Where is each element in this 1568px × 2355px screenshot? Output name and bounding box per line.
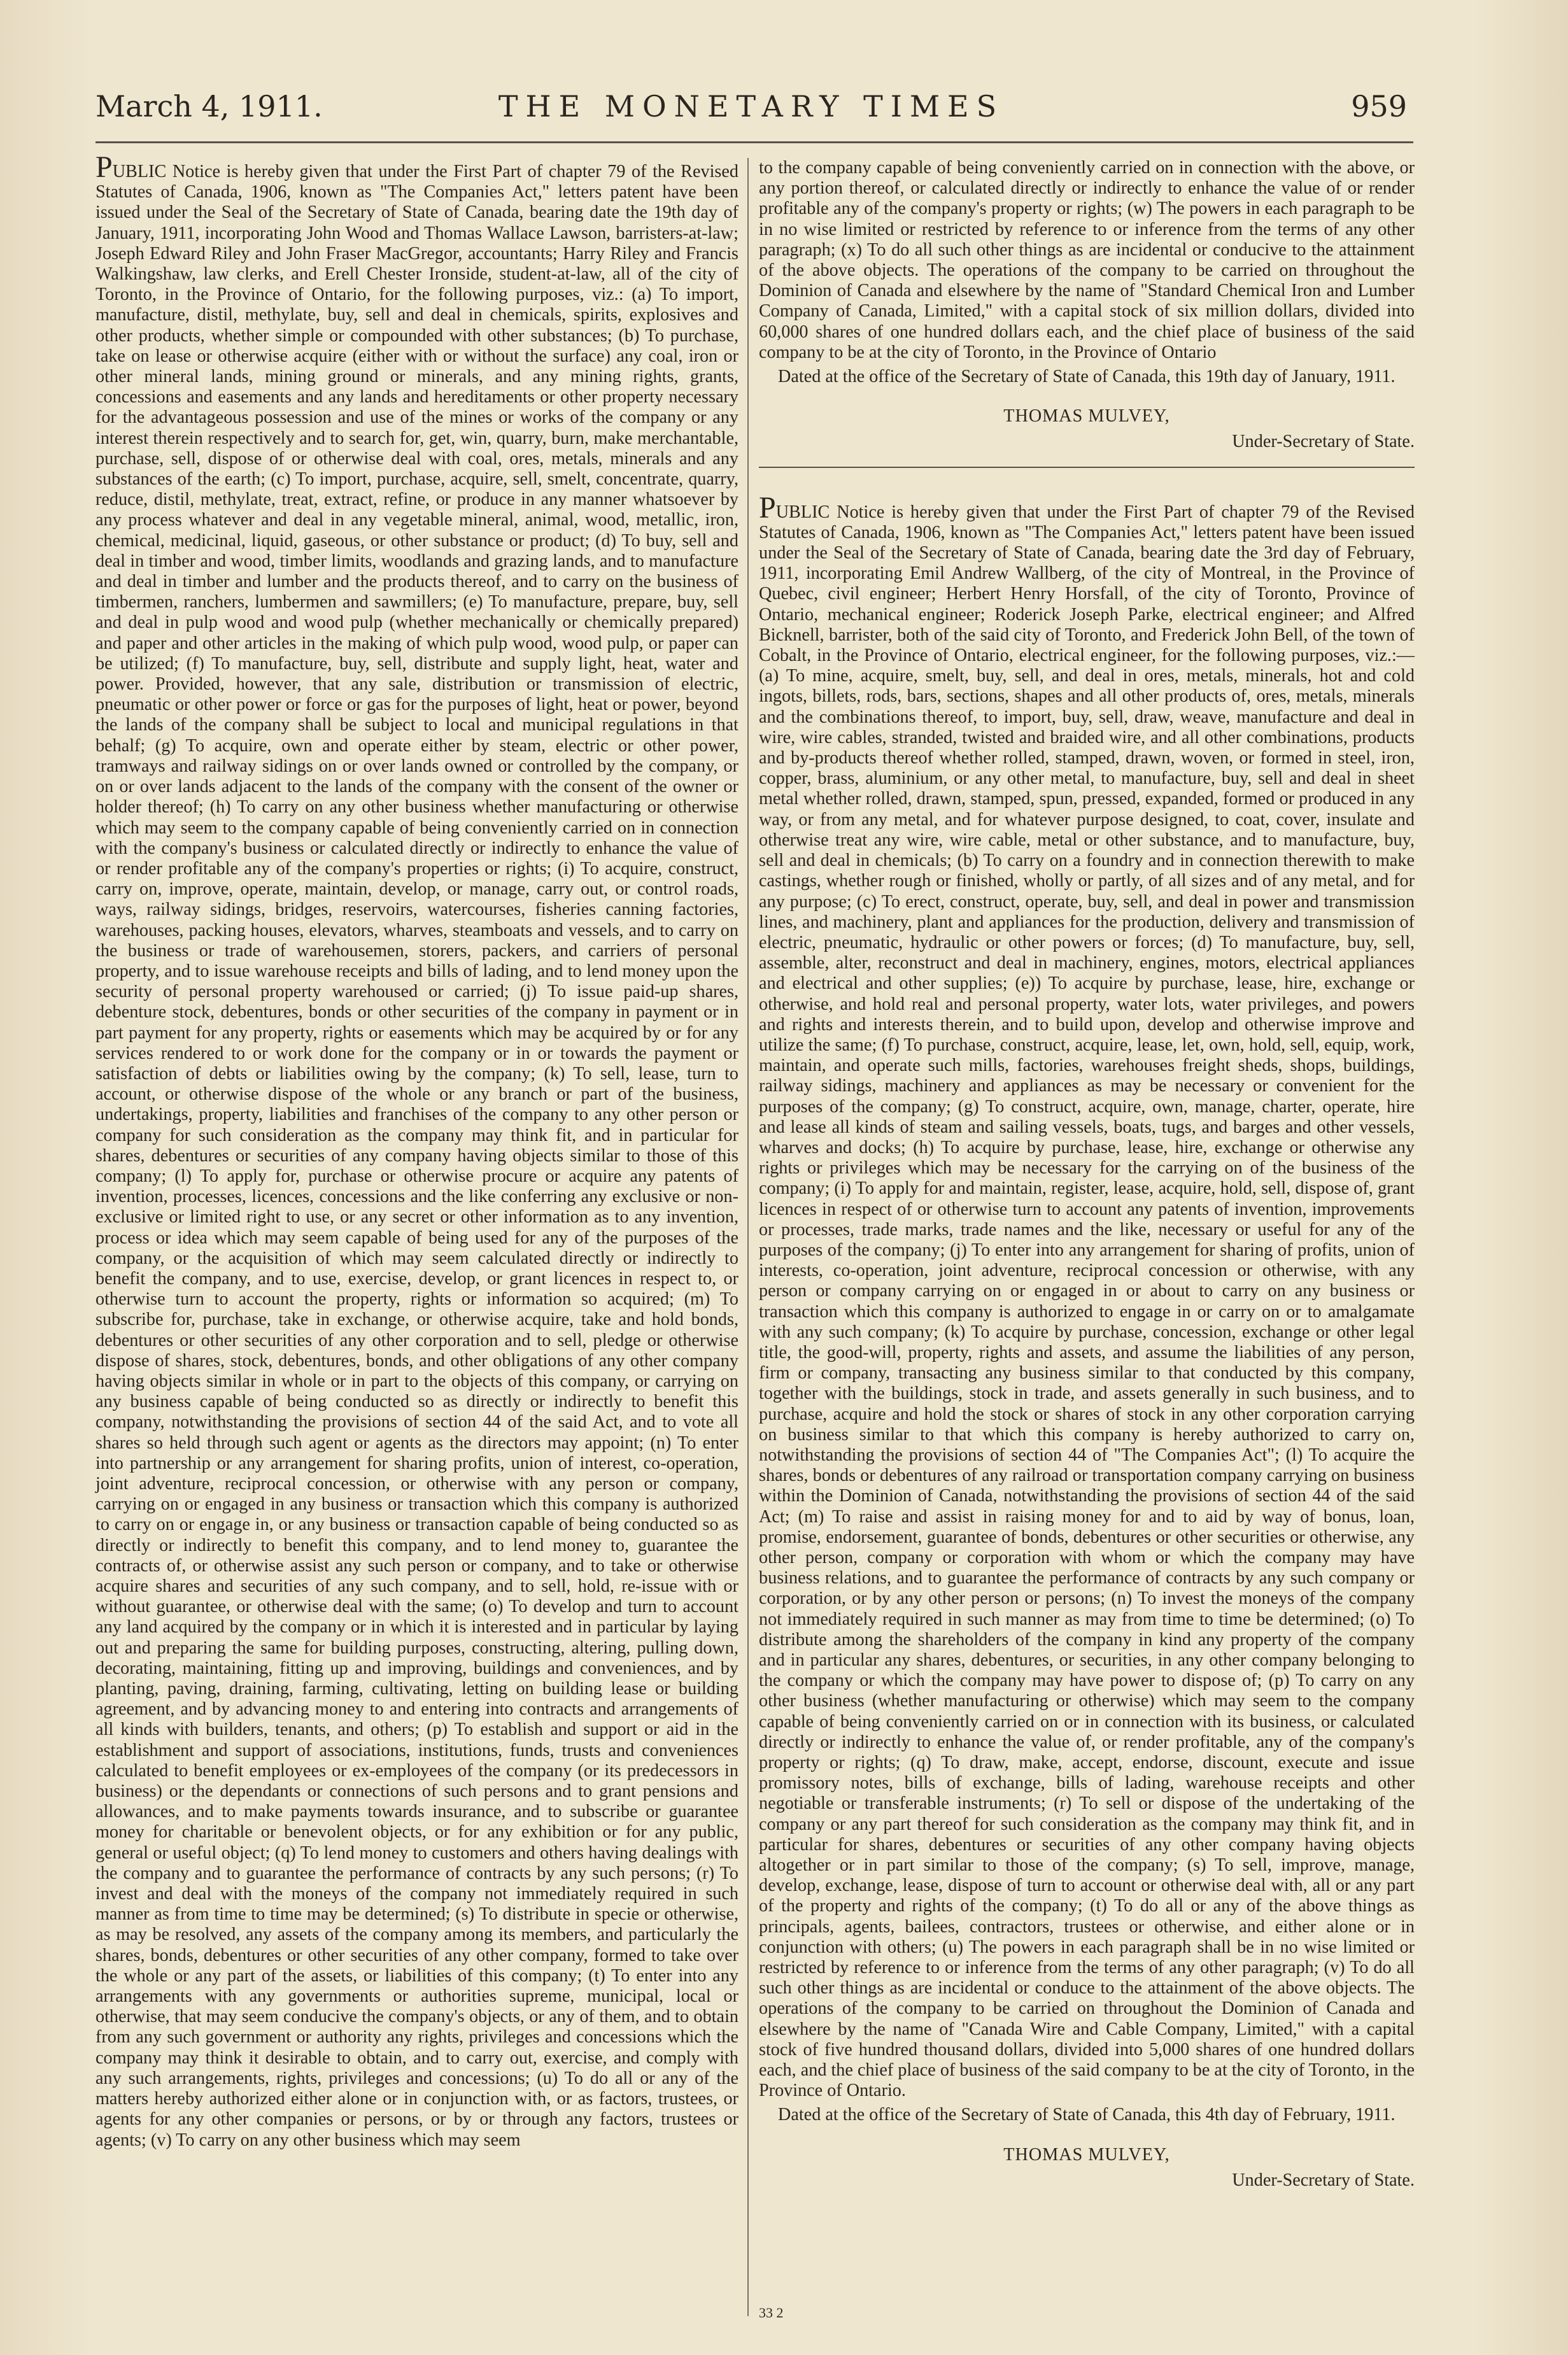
printer-signature-mark: 33 2 xyxy=(759,2305,784,2321)
notice-1-body xyxy=(95,150,738,2151)
notice-1-signature-name: THOMAS MULVEY, xyxy=(1003,406,1170,427)
notice-1-dated: Dated at the office of the Secretary of State of Canada, this 19th day of January, 1911. xyxy=(778,367,1395,387)
notice-1-dropcap: P xyxy=(95,150,113,184)
notice-divider xyxy=(759,467,1415,468)
column-divider xyxy=(747,158,749,2316)
left-column xyxy=(95,150,738,2323)
issue-date: March 4, 1911. xyxy=(95,89,323,124)
right-column xyxy=(759,158,1415,2323)
notice-2-dated: Dated at the office of the Secretary of State of Canada, this 4th day of February, 1911. xyxy=(778,2105,1395,2125)
notice-2-signature-title: Under-Secretary of State. xyxy=(1232,2170,1415,2190)
notice-2-signature-name: THOMAS MULVEY, xyxy=(1003,2144,1170,2165)
header-rule xyxy=(95,141,1413,143)
masthead-title: THE MONETARY TIMES xyxy=(498,89,1005,124)
notice-1-signature-title: Under-Secretary of State. xyxy=(1232,432,1415,452)
notice-1-text: UBLIC Notice is hereby given that under the First Part of chapter 79 of the Revised Statutes of Canada, 1906, known as "The Companies Act," letters patent have been issued under the Seal of the Secretary of State of Canada, bearing date the 19th day of January, 1911, incorporating John Wood and Thomas Wallace Lawson, barristers-at-law; Joseph Edward Riley and John Fraser MacGregor, accountants; Harry Riley and Francis Walkingshaw, law clerks, and Erell Chester Ironside, student-at-law, all of the city of Toronto, in the Province of Ontario, for the following purposes, viz.: (a) To import, manufacture, distil, methylate, buy, sell and deal in chemicals, spirits, explosives and other products, whether simple or compounded with other substances; (b) To purchase, take on lease or otherwise acquire (either with or without the surface) any coal, iron or other mineral lands, mining ground or minerals, and any mining rights, grants, concessions and easements and any lands and hereditaments or other property necessary for the advantageous possession and use of the mines or works of the company or any interest therein respectively and to search for, get, win, quarry, burn, make merchantable, purchase, sell, dispose of or otherwise deal with coal, ores, metals, minerals and any substances of the earth; (c) To import, purchase, acquire, sell, smelt, concentrate, quarry, reduce, distil, methylate, treat, extract, refine, or produce in any manner whatsoever by any process whatever and deal in any vegetable mineral, animal, wood, metallic, iron, chemical, medicinal, liquid, gaseous, or other substance or product; (d) To buy, sell and deal in timber and wood, timber limits, woodlands and grazing lands, and to manufacture and deal in timber and lumber and the products thereof, and to carry on the business of timbermen, ranchers, lumbermen and sawmillers; (e) To manufacture, prepare, buy, sell and deal in pulp wood and wood pulp (whether mechanically or chemically prepared) and paper and other articles in the making of which pulp wood, wood pulp, or paper can be utilized; (f) To manufacture, buy, sell, distribute and supply light, heat, water and power. Provided, however, that any sale, distribution or transmission of electric, pneumatic or other power or force or gas for the purposes of light, heat or power, beyond the lands of the company shall be subject to local and municipal regulations in that behalf; (g) To acquire, own and operate either by steam, electric or other power, tramways and railway sidings on or over lands owned or controlled by the company, or on or over lands adjacent to the lands of the company with the consent of the owner or holder thereof; (h) To carry on any other business whether manufacturing or otherwise which may seem to the company capable of being conveniently carried on in connection with the company's business or calculated directly or indirectly to enhance the value of or render profitable any of the company's properties or rights; (i) To acquire, construct, carry on, improve, operate, maintain, develop, or manage, carry out, or control roads, ways, railway sidings, bridges, reservoirs, watercourses, fisheries canning factories, warehouses, packing houses, elevators, wharves, steamboats and vessels, and to carry on the business or trade of warehousemen, storers, packers, and carriers of personal property, and to issue warehouse receipts and bills of lading, and to lend money upon the security of personal property warehoused or carried; (j) To issue paid-up shares, debenture stock, debentures, bonds or other securities of the company in payment or in part payment for any property, rights or easements which may be acquired by or for any services rendered to or work done for the company or in or towards the payment or satisfaction of debts or liabilities owing by the company; (k) To sell, lease, turn to account, or otherwise dispose of the whole or any branch or part of the business, undertakings, property, liabilities and franchises of the company to any other person or company for such consideration as the company may think fit, and in particular for shares, debentures or securities of any company having objects similar to those of this company; (l) To apply for, purchase or otherwise procure or acquire any patents of invention, processes, licences, concessions and the like conferring any exclusive or non-exclusive or limited right to use, or any secret or other information as to any invention, process or idea which may seem capable of being used for any of the purposes of the company, or the acquisition of which may seem calculated directly or indirectly to benefit the company, and to use, exercise, develop, or grant licences in respect to, or otherwise turn to account the property, rights or information so acquired; (m) To subscribe for, purchase, take in exchange, or otherwise acquire, take and hold bonds, debentures or other securities of any other corporation and to sell, pledge or otherwise dispose of shares, stock, debentures, bonds, and other obligations of any other company having objects similar in whole or in part to the objects of this company, or carrying on any business capable of being conducted so as directly or indirectly to benefit this company, notwithstanding the provisions of section 44 of the said Act, and to vote all shares so held through such agent or agents as the directors may appoint; (n) To enter into partnership or any arrangement for sharing profits, union of interest, co-operation, joint adventure, reciprocal concession, or otherwise with any person or company, carrying on or engaged in any business or transaction which this company is authorized to carry on or engage in, or any business or transaction capable of being conducted so as directly or indirectly to benefit this company, and to lend money to, guarantee the contracts of, or otherwise assist any such person or company, and to take or otherwise acquire shares and securities of any such company, and to sell, hold, re-issue with or without guarantee, or otherwise deal with the same; (o) To develop and turn to account any land acquired by the company or in which it is interested and in particular by laying out and preparing the same for building purposes, constructing, altering, pulling down, decorating, maintaining, fitting up and improving, buildings and conveniences, and by planting, paving, draining, farming, cultivating, letting on building lease or building agreement, and by advancing money to and entering into contracts and arrangements of all kinds with builders, tenants, and others; (p) To establish and support or aid in the establishment and support of associations, institutions, funds, trusts and conveniences calculated to benefit employees or ex-employees of the company (or its predecessors in business) or the dependants or connections of such persons and to grant pensions and allowances, and to make payments towards insurance, and to subscribe or guarantee money for charitable or benevolent objects, or for any exhibition or for any public, general or useful object; (q) To lend money to customers and others having dealings with the company and to guarantee the performance of contracts by any such persons; (r) To invest and deal with the moneys of the company not immediately required in such manner as from time to time may be determined; (s) To distribute in specie or otherwise, as may be resolved, any assets of the company among its members, and particularly the shares, bonds, debentures or other securities of any other company, formed to take over the whole or any part of the assets, or liabilities of this company; (t) To enter into any arrangements with any governments or authorities supreme, municipal, local or otherwise, that may seem conducive the company's objects, or any of them, and to obtain from any such government or authority any rights, privileges and concessions which the company may think it desirable to obtain, and to carry out, exercise, and comply with any such arrangements, rights, privileges and concessions; (u) To do all or any of the matters hereby authorized either alone or in conjunction with, or as factors, trustees, or agents for any other companies or persons, or by or through any factors, trustees or agents; (v) To carry on any other business which may seem xyxy=(95,162,738,2150)
page-header xyxy=(95,89,1407,134)
notice-2-body xyxy=(759,490,1415,2102)
notice-2-text: UBLIC Notice is hereby given that under the First Part of chapter 79 of the Revised Statutes of Canada, 1906, known as "The Companies Act," letters patent have been issued under the Seal of the Secretary of State of Canada, bearing date the 3rd day of February, 1911, incorporating Emil Andrew Wallberg, of the city of Montreal, in the Province of Quebec, civil engineer; Herbert Henry Horsfall, of the city of Toronto, Province of Ontario, mechanical engineer; Roderick Joseph Parke, electrical engineer; and Alfred Bicknell, barrister, both of the said city of Toronto, and Frederick John Bell, of the town of Cobalt, in the Province of Ontario, electrical engineer, for the following purposes, viz.:—(a) To mine, acquire, smelt, buy, sell, and deal in ores, metals, minerals, hot and cold ingots, billets, rods, bars, sections, shapes and all other products of, ores, metals, minerals and the combinations thereof, to import, buy, sell, draw, weave, manufacture and deal in wire, wire cables, stranded, twisted and braided wire, and all other combinations, products and by-products thereof whether rolled, stamped, drawn, woven, or formed in steel, iron, copper, brass, aluminium, or any other metal, to manufacture, buy, sell and deal in sheet metal whether rolled, drawn, stamped, spun, pressed, expanded, formed or produced in any way, or from any metal, and for whatever purpose designed, to coat, cover, insulate and otherwise treat any wire, wire cable, metal or other substance, and to manufacture, buy, sell and deal in chemicals; (b) To carry on a foundry and in connection therewith to make castings, whether rough or finished, wholly or partly, of all sizes and of any metal, and for any purpose; (c) To erect, construct, operate, buy, sell, and deal in power and transmission lines, and machinery, plant and appliances for the production, delivery and transmission of electric, pneumatic, hydraulic or other powers or forces; (d) To manufacture, buy, sell, assemble, alter, reconstruct and deal in machinery, engines, motors, electrical appliances and electrical and other supplies; (e)) To acquire by purchase, lease, hire, exchange or otherwise, and hold real and personal property, water lots, water privileges, and powers and rights and interests therein, and to build upon, develop and otherwise improve and utilize the same; (f) To purchase, construct, acquire, lease, let, own, hold, sell, equip, work, maintain, and operate such mills, factories, warehouses freight sheds, shops, buildings, railway sidings, machinery and appliances as may be necessary or convenient for the purposes of the company; (g) To construct, acquire, own, manage, charter, operate, hire and lease all kinds of steam and sailing vessels, boats, tugs, and barges and other vessels, wharves and docks; (h) To acquire by purchase, lease, hire, exchange or otherwise any rights or privileges which may be necessary for the carrying on of the business of the company; (i) To apply for and maintain, register, lease, acquire, hold, sell, dispose of, grant licences in respect of or otherwise turn to account any patents of invention, improvements or processes, trade marks, trade names and the like, necessary or useful for any of the purposes of the company; (j) To enter into any arrangement for sharing of profits, union of interests, co-operation, joint adventure, reciprocal concession or otherwise, with any person or company carrying on or engaged in or about to carry on any business or transaction which this company is authorized to engage in or carry on or to amalgamate with any such company; (k) To acquire by purchase, concession, exchange or other legal title, the good-will, property, rights and assets, and assume the liabilities of any person, firm or company, transacting any business similar to that conducted by this company, together with the buildings, stock in trade, and assets generally in such business, and to purchase, acquire and hold the stock or shares of stock in any other corporation carrying on business similar to that which this company is hereby authorized to carry on, notwithstanding the provisions of section 44 of "The Companies Act"; (l) To acquire the shares, bonds or debentures of any railroad or transportation company carrying on business within the Dominion of Canada, notwithstanding the provisions of section 44 of the said Act; (m) To raise and assist in raising money for and to aid by way of bonus, loan, promise, endorsement, guarantee of bonds, debentures or other securities or otherwise, any other person, company or corporation with whom or which the company may have business relations, and to guarantee the performance of contracts by any such company or corporation, or by any other person or persons; (n) To invest the moneys of the company not immediately required in such manner as may from time to time be determined; (o) To distribute among the shareholders of the company in kind any property of the company and in particular any shares, debentures, or securities, in any other company belonging to the company or which the company may have power to dispose of; (p) To carry on any other business (whether manufacturing or otherwise) which may seem to the company capable of being conveniently carried on or in connection with its business, or calculated directly or indirectly to enhance the value of, or render profitable, any of the company's property or rights; (q) To draw, make, accept, endorse, discount, execute and issue promissory notes, bills of exchange, bills of lading, warehouse receipts and other negotiable or transferable instruments; (r) To sell or dispose of the undertaking of the company or any part thereof for such consideration as the company may think fit, and in particular for shares, debentures or securities of any other company having objects altogether or in part similar to those of the company; (s) To sell, improve, manage, develop, exchange, lease, dispose of turn to account or otherwise deal with, all or any part of the property and rights of the company; (t) To do all or any of the above things as principals, agents, bailees, contractors, trustees or otherwise, and either alone or in conjunction with others; (u) The powers in each paragraph shall be in no wise limited or restricted by reference to or inference from the terms of any other paragraph; (v) To do all such other things as are incidental or conduce to the attainment of the above objects. The operations of the company to be carried on throughout the Dominion of Canada and elsewhere by the name of "Canada Wire and Cable Company, Limited," with a capital stock of five hundred thousand dollars, divided into 5,000 shares of one hundred dollars each, and the chief place of business of the said company to be at the city of Toronto, in the Province of Ontario. xyxy=(759,502,1415,2101)
page-number: 959 xyxy=(1351,89,1407,124)
notice-2-dropcap: P xyxy=(759,490,776,525)
notice-1-continuation: to the company capable of being conveniently carried on in connection with the above, or any portion thereof, or calculated directly or indirectly to enhance the value of or render profitable any of the company's property or rights; (w) The powers in each paragraph to be in no wise limited or restricted by reference to or inference from the terms of any other paragraph; (x) To do all such other things as are incidental or conducive to the attainment of the above objects. The operations of the company to be carried on throughout the Dominion of Canada and elsewhere by the name of "Standard Chemical Iron and Lumber Company of Canada, Limited," with a capital stock of six million dollars, divided into 60,000 shares of one hundred dollars each, and the chief place of business of the said company to be at the city of Toronto, in the Province of Ontario xyxy=(759,158,1415,362)
